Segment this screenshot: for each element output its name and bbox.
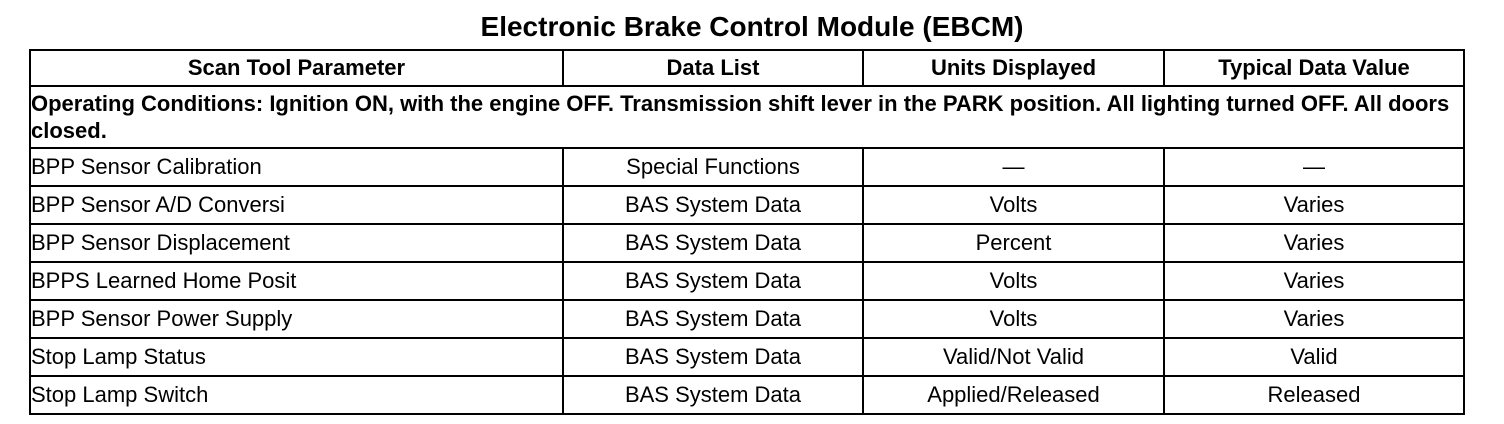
cell-data-list: BAS System Data [563, 262, 863, 300]
table-row [30, 338, 1464, 376]
cell-units: Percent [863, 224, 1164, 262]
cell-typical-value: Valid [1164, 338, 1464, 376]
table-row [30, 224, 1464, 262]
cell-typical-value: Varies [1164, 224, 1464, 262]
cell-typical-value: Released [1164, 376, 1464, 414]
table-row [30, 186, 1464, 224]
cell-data-list: Special Functions [563, 148, 863, 186]
cell-units: Volts [863, 300, 1164, 338]
column-header-parameter: Scan Tool Parameter [30, 50, 563, 86]
page-title: Electronic Brake Control Module (EBCM) [480, 11, 1024, 42]
cell-parameter: BPP Sensor A/D Conversi [30, 186, 563, 224]
cell-units: — [863, 148, 1164, 186]
cell-units: Volts [863, 186, 1164, 224]
cell-typical-value: — [1164, 148, 1464, 186]
cell-parameter: Stop Lamp Switch [30, 376, 563, 414]
header-row [30, 50, 1464, 86]
cell-data-list: BAS System Data [563, 338, 863, 376]
cell-data-list: BAS System Data [563, 224, 863, 262]
cell-units: Volts [863, 262, 1164, 300]
column-header-typical-value: Typical Data Value [1164, 50, 1464, 86]
cell-parameter: BPP Sensor Power Supply [30, 300, 563, 338]
cell-data-list: BAS System Data [563, 300, 863, 338]
cell-parameter: BPPS Learned Home Posit [30, 262, 563, 300]
operating-conditions-row [30, 86, 1464, 148]
column-header-units: Units Displayed [863, 50, 1164, 86]
cell-parameter: BPP Sensor Calibration [30, 148, 563, 186]
column-header-data-list: Data List [563, 50, 863, 86]
cell-data-list: BAS System Data [563, 186, 863, 224]
table-row [30, 376, 1464, 414]
cell-parameter: BPP Sensor Displacement [30, 224, 563, 262]
table-row [30, 300, 1464, 338]
operating-conditions: Operating Conditions: Ignition ON, with the engine OFF. Transmission shift lever in the PARK position. All lighting turned OFF. All doors closed. [30, 86, 1464, 148]
cell-typical-value: Varies [1164, 262, 1464, 300]
cell-typical-value: Varies [1164, 300, 1464, 338]
cell-data-list: BAS System Data [563, 376, 863, 414]
cell-typical-value: Varies [1164, 186, 1464, 224]
data-table [29, 49, 1465, 415]
cell-parameter: Stop Lamp Status [30, 338, 563, 376]
cell-units: Valid/Not Valid [863, 338, 1164, 376]
table-row [30, 262, 1464, 300]
cell-units: Applied/Released [863, 376, 1164, 414]
table-row [30, 148, 1464, 186]
